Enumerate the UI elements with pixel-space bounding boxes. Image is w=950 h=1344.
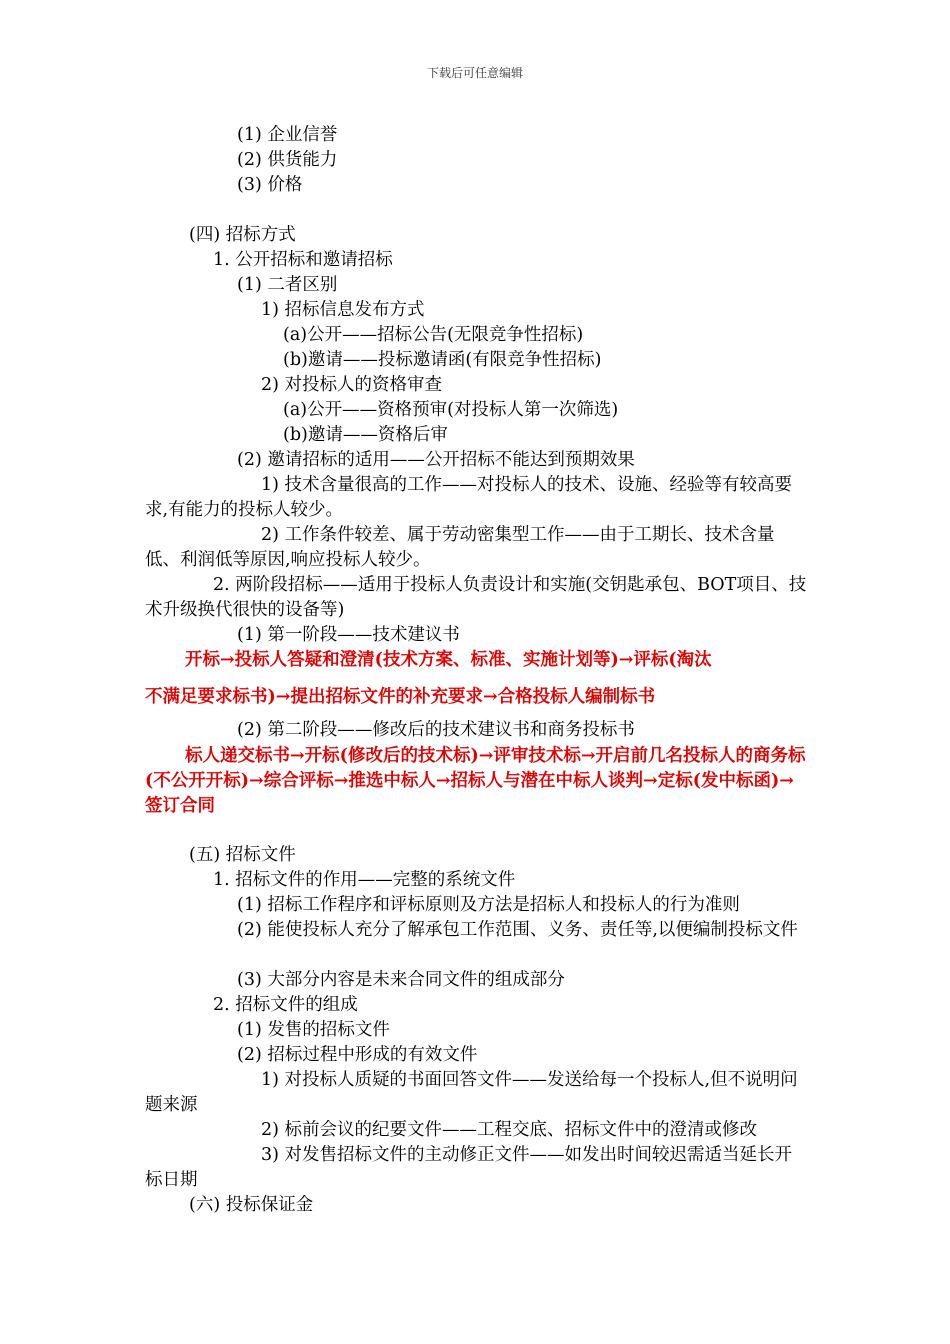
list-item-invited-applicability: (2) 邀请招标的适用——公开招标不能达到预期效果 (237, 450, 635, 470)
paragraph-understand-scope: (2) 能使投标人充分了解承包工作范围、义务、责任等,以便编制投标文件 (237, 920, 798, 940)
list-item-code-of-conduct: (1) 招标工作程序和评标原则及方法是招标人和投标人的行为准则 (237, 895, 740, 915)
page-header: 下载后可任意编辑 (426, 66, 523, 80)
stage-one-flow-line-2: 不满足要求标书)→提出招标文件的补充要求→合格投标人编制标书 (145, 687, 656, 707)
list-item-differences: (1) 二者区别 (237, 275, 338, 295)
list-item-enterprise-reputation: (1) 企业信誉 (237, 125, 338, 145)
list-item-publish-method: 1) 招标信息发布方式 (261, 300, 425, 320)
list-item-sold-documents: (1) 发售的招标文件 (237, 1020, 390, 1040)
list-item-effective-documents: (2) 招标过程中形成的有效文件 (237, 1045, 478, 1065)
list-item-stage-one: (1) 第一阶段——技术建议书 (237, 625, 460, 645)
list-item-invitation-letter: (b)邀请——投标邀请函(有限竞争性招标) (283, 350, 602, 370)
list-item-open-announcement: (a)公开——招标公告(无限竞争性招标) (283, 325, 584, 345)
subheading-documents-role: 1. 招标文件的作用——完整的系统文件 (213, 870, 516, 890)
section-heading-bid-bond: (六) 投标保证金 (189, 1195, 314, 1215)
subheading-documents-composition: 2. 招标文件的组成 (213, 995, 358, 1015)
list-item-prequalification: (a)公开——资格预审(对投标人第一次筛选) (283, 400, 619, 420)
list-item-supply-capacity: (2) 供货能力 (237, 150, 338, 170)
section-heading-bidding-documents: (五) 招标文件 (189, 845, 296, 865)
paragraph-written-answers: 1) 对投标人质疑的书面回答文件——发送给每一个投标人,但不说明问题来源 (145, 1070, 798, 1115)
subheading-open-invited: 1. 公开招标和邀请招标 (213, 250, 393, 270)
list-item-postqualification: (b)邀请——资格后审 (283, 425, 448, 445)
paragraph-two-stage: 2. 两阶段招标——适用于投标人负责设计和实施(交钥匙承包、BOT项目、技术升级换代很快的设备等) (145, 575, 807, 620)
paragraph-high-tech: 1) 技术含量很高的工作——对投标人的技术、设施、经验等有较高要求,有能力的投标人较少。 (145, 475, 793, 520)
list-item-future-contract: (3) 大部分内容是未来合同文件的组成部分 (237, 970, 565, 990)
section-heading-bidding-methods: (四) 招标方式 (189, 225, 296, 245)
list-item-meeting-minutes: 2) 标前会议的纪要文件——工程交底、招标文件中的澄清或修改 (261, 1120, 758, 1140)
stage-two-flow: 标人递交标书→开标(修改后的技术标)→评审技术标→开启前几名投标人的商务标(不公开开标)→综合评标→推选中标人→招标人与潜在中标人谈判→定标(发中标函)→签订合同 (145, 746, 806, 816)
stage-one-flow-line-1: 开标→投标人答疑和澄清(技术方案、标准、实施计划等)→评标(淘汰 (185, 650, 712, 670)
paragraph-poor-conditions: 2) 工作条件较差、属于劳动密集型工作——由于工期长、技术含量低、利润低等原因,响应投标人较少。 (145, 525, 775, 570)
list-item-qualification: 2) 对投标人的资格审查 (261, 375, 443, 395)
list-item-stage-two: (2) 第二阶段——修改后的技术建议书和商务投标书 (237, 720, 635, 740)
list-item-price: (3) 价格 (237, 175, 303, 195)
paragraph-active-revision: 3) 对发售招标文件的主动修正文件——如发出时间较迟需适当延长开标日期 (145, 1145, 793, 1190)
